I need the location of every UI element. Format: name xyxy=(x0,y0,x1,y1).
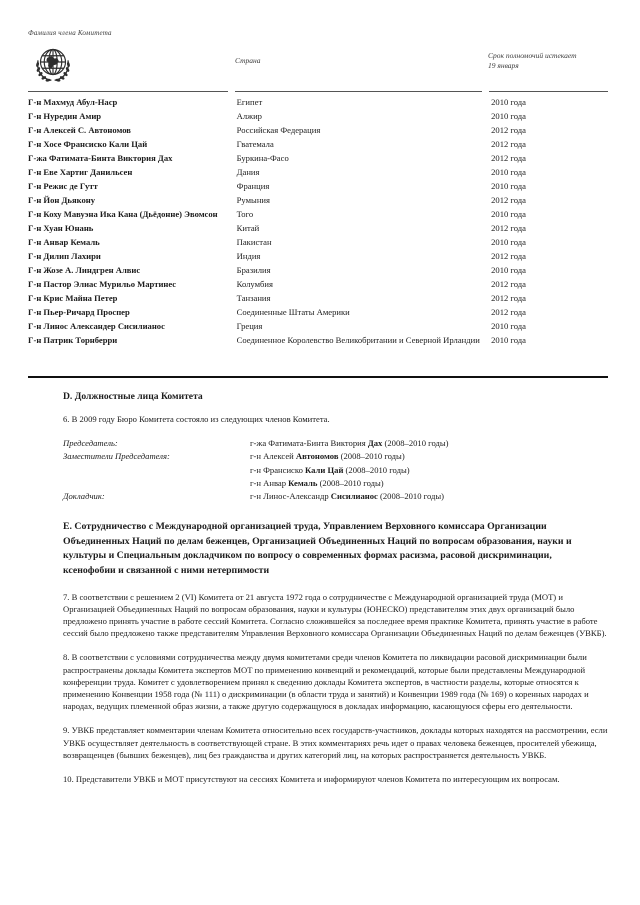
member-country: Китай xyxy=(236,222,260,233)
table-row xyxy=(28,249,608,263)
member-name: Г-н Коху Мавуэна Ика Кана (Дьёдонне) Эвомсон xyxy=(28,208,218,219)
members-table xyxy=(28,95,608,347)
member-country: Пакистан xyxy=(236,236,272,247)
member-name: Г-н Линос Александер Сисилианос xyxy=(28,320,165,331)
paragraph-8: 8. В соответствии с условиями сотрудничества между двумя комитетами среди членов Комитета по ликвидации расовой дискриминации были распространены доклады Комитета экспертов МОТ по применению конвенций и рекомендаций, которые были представлены Международной конференции труда. Комитет с удовлетворением принял к сведению доклады Комитета экспертов, в частности разделы, которые относятся к применению Конвенции 1958 года (№ 111) о дискриминации (в области труда и занятий) и Конвенции 1989 года (№ 169) о коренных народах и народах, ведущих племенной образ жизни, а также другую содержащуюся в докладах информацию, касающуюся сферы его деятельности. xyxy=(63,652,589,712)
member-term: 2012 года xyxy=(491,306,526,317)
member-country: Алжир xyxy=(236,110,262,121)
member-country: Колумбия xyxy=(236,278,273,289)
officer-name: г-н Алексей Автономов (2008–2010 годы) xyxy=(250,451,405,462)
member-term: 2012 года xyxy=(491,292,526,303)
section-d-heading: D. Должностные лица Комитета xyxy=(63,391,203,402)
member-term: 2010 года xyxy=(491,180,526,191)
member-name: Г-н Алексей С. Автономов xyxy=(28,124,131,135)
member-country: Соединенные Штаты Америки xyxy=(236,306,350,317)
member-country: Соединенное Королевство Великобритании и Северной Ирландии xyxy=(236,334,480,345)
member-name: Г-н Пастор Элиас Мурильо Мартинес xyxy=(28,278,177,289)
member-country: Франция xyxy=(236,180,270,191)
name-column-header: Фамилия члена Комитета xyxy=(28,29,112,37)
table-row xyxy=(28,179,608,193)
table-row xyxy=(28,333,608,347)
member-term: 2012 года xyxy=(491,250,526,261)
table-row xyxy=(28,235,608,249)
officer-name: г-н Франсиско Кали Цай (2008–2010 годы) xyxy=(250,464,410,475)
table-row xyxy=(28,221,608,235)
member-country: Гватемала xyxy=(236,138,274,149)
member-name: Г-н Нуредин Амир xyxy=(28,110,102,121)
member-country: Дания xyxy=(236,166,260,177)
officer-name: г-жа Фатимата-Бинта Виктория Дах (2008–2010 годы) xyxy=(250,438,449,449)
officer-row xyxy=(63,477,608,490)
table-row xyxy=(28,123,608,137)
paragraph-9: 9. УВКБ представляет комментарии членам Комитета относительно всех государств-участников, доклады которых находятся на рассмотрении, если УВКБ осуществляет деятельность в соответствующей стране. В этих комментариях речь идет о правах человека беженцев, просителей убежища, возвращенцев (бывших беженцев), лиц без гражданства и других категорий лиц, на которых распространяется деятельность УВКБ. xyxy=(63,725,608,760)
member-term: 2010 года xyxy=(491,264,526,275)
officer-role-label xyxy=(63,464,250,477)
table-row xyxy=(28,207,608,221)
table-bottom-rule xyxy=(28,376,608,378)
member-term: 2010 года xyxy=(491,110,526,121)
officer-role-label xyxy=(63,477,250,490)
header-rule-name xyxy=(28,91,228,92)
un-emblem-icon xyxy=(28,42,78,92)
member-term: 2012 года xyxy=(491,152,526,163)
member-country: Буркина-Фасо xyxy=(236,152,289,163)
member-name: Г-н Махмуд Абул-Наср xyxy=(28,96,118,107)
paragraph-7: 7. В соответствии с решением 2 (VI) Комитета от 21 августа 1972 года о сотрудничестве с Международной организацией труда (МОТ) и Организацией Объединенных Наций по вопросам образования, науки и культуры (ЮНЕСКО) представителям этих двух организаций было предложено принять участие в работе сессий Комитета. Согласно сложившейся за последнее время практике Комитета, принять участие в работе сессий было предложено также представителям Управления Верховного комиссара Организации Объединенных Наций по делам беженцев (УВКБ). xyxy=(63,591,607,639)
officer-row xyxy=(63,490,608,503)
member-term: 2010 года xyxy=(491,236,526,247)
member-country: Того xyxy=(236,208,254,219)
term-column-header-line2: 19 января xyxy=(488,60,519,70)
paragraph-10: 10. Представители УВКБ и МОТ присутствуют на сессиях Комитета и информируют членов Комитета по интересующим их вопросам. xyxy=(63,774,560,785)
officer-row xyxy=(63,437,608,450)
member-term: 2012 года xyxy=(491,138,526,149)
member-name: Г-н Патрик Торнберри xyxy=(28,334,118,345)
member-name: Г-н Крис Майна Петер xyxy=(28,292,118,303)
member-name: Г-н Дилип Лахири xyxy=(28,250,101,261)
member-country: Румыния xyxy=(236,194,270,205)
member-country: Танзания xyxy=(236,292,271,303)
member-term: 2010 года xyxy=(491,166,526,177)
paragraph-6: 6. В 2009 году Бюро Комитета состояло из следующих членов Комитета. xyxy=(63,414,330,424)
member-name: Г-н Хосе Франсиско Кали Цай xyxy=(28,138,148,149)
officer-role-label: Председатель: xyxy=(63,438,118,449)
member-term: 2012 года xyxy=(491,124,526,135)
country-column-header: Страна xyxy=(235,56,261,65)
term-column-header xyxy=(488,51,606,70)
table-row xyxy=(28,193,608,207)
table-row xyxy=(28,305,608,319)
member-country: Российская Федерация xyxy=(236,124,321,135)
member-term: 2012 года xyxy=(491,222,526,233)
table-row xyxy=(28,95,608,109)
member-term: 2010 года xyxy=(491,320,526,331)
member-term: 2010 года xyxy=(491,96,526,107)
table-row xyxy=(28,319,608,333)
officer-row xyxy=(63,464,608,477)
member-country: Индия xyxy=(236,250,261,261)
header-rule-term xyxy=(489,91,608,92)
table-row xyxy=(28,109,608,123)
member-term: 2012 года xyxy=(491,194,526,205)
officer-role-label: Докладчик: xyxy=(63,491,105,502)
table-row xyxy=(28,263,608,277)
table-row xyxy=(28,137,608,151)
table-row xyxy=(28,165,608,179)
officer-row xyxy=(63,450,608,463)
member-term: 2010 года xyxy=(491,334,526,345)
term-column-header-line1: Срок полномочий истекает xyxy=(488,51,577,60)
member-name: Г-н Режис де Гутт xyxy=(28,180,98,191)
officers-list xyxy=(63,437,608,503)
member-name: Г-н Жозе А. Линдгрен Алвис xyxy=(28,264,141,275)
member-country: Египет xyxy=(236,96,263,107)
member-country: Греция xyxy=(236,320,263,331)
officer-name: г-н Линос-Александр Сисилианос (2008–2010 годы) xyxy=(250,491,445,502)
member-name: Г-н Пьер-Ричард Проспер xyxy=(28,306,130,317)
document-body xyxy=(63,391,608,785)
member-term: 2010 года xyxy=(491,208,526,219)
table-row xyxy=(28,277,608,291)
officer-role-label: Заместители Председателя: xyxy=(63,451,170,462)
header-rule-country xyxy=(235,91,482,92)
member-name: Г-н Еве Хартиг Данильсен xyxy=(28,166,133,177)
member-name: Г-н Хуан Юнань xyxy=(28,222,94,233)
member-name: Г-н Йон Дьякону xyxy=(28,194,96,205)
table-row xyxy=(28,151,608,165)
member-name: Г-жа Фатимата-Бинта Виктория Дах xyxy=(28,152,173,163)
table-row xyxy=(28,291,608,305)
member-country: Бразилия xyxy=(236,264,271,275)
member-term: 2012 года xyxy=(491,278,526,289)
section-e-heading: E. Сотрудничество с Международной организацией труда, Управлением Верховного комиссара Организации Объединенных Наций по делам беженцев, Организацией Объединенных Наций по вопросам образования, науки и культуры и Специальным докладчиком по вопросу о современных формах расизма, расовой дискриминации, ксенофобии и связанной с ними нетерпимости xyxy=(63,521,572,576)
member-name: Г-н Анвар Кемаль xyxy=(28,236,100,247)
officer-name: г-н Анвар Кемаль (2008–2010 годы) xyxy=(250,477,384,488)
